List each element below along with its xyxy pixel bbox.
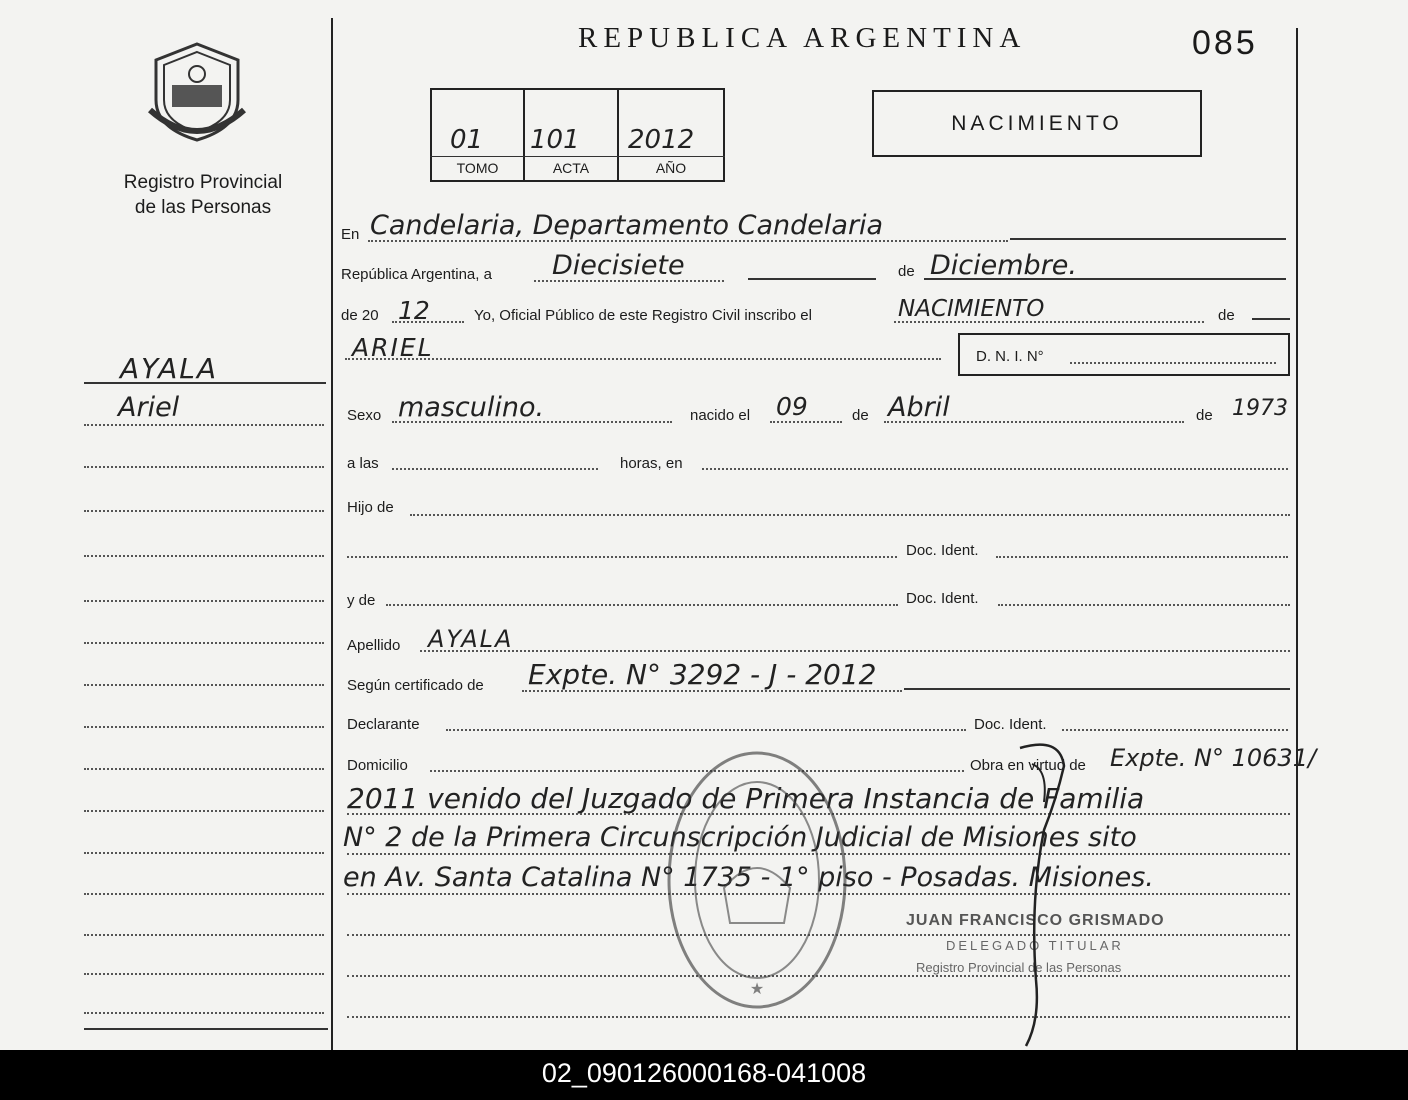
de-label: de xyxy=(898,263,915,280)
month-line xyxy=(924,278,1286,280)
country-title: REPUBLICA ARGENTINA xyxy=(578,22,1027,54)
right-border xyxy=(1296,28,1298,1050)
declarante-label: Declarante xyxy=(347,716,420,733)
official-round-stamp-icon xyxy=(664,748,850,1012)
en-label: En xyxy=(341,226,360,243)
alas-line xyxy=(392,468,598,470)
margin-line xyxy=(84,810,324,812)
margin-divider xyxy=(84,382,326,384)
tomo-label: TOMO xyxy=(456,160,499,176)
yde-line xyxy=(386,604,898,606)
acta-label: ACTA xyxy=(552,160,590,176)
sexo-value: masculino. xyxy=(398,392,545,423)
margin-line xyxy=(84,466,324,468)
doc-ident-line2 xyxy=(998,604,1290,606)
anio-label: AÑO xyxy=(655,160,687,176)
margin-line xyxy=(84,768,324,770)
alas-label: a las xyxy=(347,455,379,472)
obra-label: Obra en virtud de xyxy=(970,757,1086,774)
segun-label: Según certificado de xyxy=(347,677,484,694)
year-suffix-value: 12 xyxy=(398,296,430,325)
doc-ident-label: Doc. Ident. xyxy=(906,542,979,559)
en-line-end xyxy=(1010,238,1286,240)
signer-name: JUAN FRANCISCO GRISMADO xyxy=(906,912,1165,929)
nacido-de-label: de xyxy=(852,407,869,424)
margin-line xyxy=(84,852,324,854)
margin-line xyxy=(84,424,324,426)
domicilio-label: Domicilio xyxy=(347,757,408,774)
margin-given-name: Ariel xyxy=(118,392,180,423)
notes-line2: N° 2 de la Primera Circunscripción Judicial de Misiones sito xyxy=(343,822,1137,853)
day-value: Diecisiete xyxy=(552,250,685,281)
margin-line xyxy=(84,510,324,512)
act-type-label: NACIMIENTO xyxy=(951,112,1123,135)
org-name-line2: de las Personas xyxy=(134,197,272,218)
name-line xyxy=(345,358,941,360)
en-line xyxy=(368,240,1008,242)
segun-value: Expte. N° 3292 - J - 2012 xyxy=(528,658,877,691)
inscribo-line xyxy=(894,321,1204,323)
nacido-year: 1973 xyxy=(1232,396,1288,421)
margin-line xyxy=(84,934,324,936)
doc-ident-label3: Doc. Ident. xyxy=(974,716,1047,733)
margin-line xyxy=(84,893,324,895)
record-label-divider xyxy=(430,156,725,157)
left-border xyxy=(331,18,333,1050)
doc-ident-label2: Doc. Ident. xyxy=(906,590,979,607)
horas-label: horas, en xyxy=(620,455,683,472)
acta-value: 101 xyxy=(530,125,580,155)
signer-org: Registro Provincial de las Personas xyxy=(916,960,1122,975)
segun-line-end xyxy=(904,688,1290,690)
signer-role: DELEGADO TITULAR xyxy=(946,938,1124,953)
nacido-day: 09 xyxy=(776,392,808,421)
inscribo-label: Yo, Oficial Público de este Registro Civil inscribo el xyxy=(474,307,812,324)
sexo-label: Sexo xyxy=(347,407,382,424)
obra-value: Expte. N° 10631/ xyxy=(1110,744,1317,772)
year-suffix-line xyxy=(392,321,464,323)
tomo-value: 01 xyxy=(450,125,484,155)
notes-line3: en Av. Santa Catalina N° 1735 - 1° piso - Posadas. Misiones. xyxy=(343,862,1154,893)
margin-line xyxy=(84,1012,324,1014)
dni-label: D. N. I. N° xyxy=(976,348,1044,365)
notes-line1: 2011 venido del Juzgado de Primera Instancia de Familia xyxy=(347,782,1145,815)
sexo-line xyxy=(392,421,672,423)
apellido-value: AYALA xyxy=(428,625,514,653)
name-value: ARIEL xyxy=(352,333,434,362)
margin-line xyxy=(84,642,324,644)
margin-line xyxy=(84,555,324,557)
declarante-line xyxy=(446,729,966,731)
nacido-de-label2: de xyxy=(1196,407,1213,424)
margin-line xyxy=(84,684,324,686)
nacido-label: nacido el xyxy=(690,407,751,424)
margin-line xyxy=(84,726,324,728)
day-line-end xyxy=(748,278,876,280)
svg-text:★: ★ xyxy=(749,979,765,998)
doc-ident-line3 xyxy=(1062,729,1288,731)
page-number: 085 xyxy=(1192,24,1258,62)
provincial-seal-icon xyxy=(140,40,255,145)
de-line2 xyxy=(1252,318,1290,320)
nacido-month: Abril xyxy=(888,392,950,423)
hijo-line xyxy=(410,514,1290,516)
signature-icon xyxy=(1000,730,1080,1050)
day-line xyxy=(534,280,724,282)
de20-label: de 20 xyxy=(341,307,379,324)
blank-line xyxy=(347,1016,1290,1018)
hijo-label: Hijo de xyxy=(347,499,394,516)
footer-file-id: 02_090126000168-041008 xyxy=(0,1050,1408,1100)
margin-bottom-line xyxy=(84,1028,328,1030)
en-value: Candelaria, Departamento Candelaria xyxy=(370,210,884,241)
doc-ident-line xyxy=(996,556,1288,558)
parent1-line xyxy=(347,556,897,558)
yde-label: y de xyxy=(347,592,376,609)
margin-line xyxy=(84,600,324,602)
apellido-line xyxy=(420,650,1290,652)
anio-value: 2012 xyxy=(628,125,695,155)
month-value: Diciembre. xyxy=(930,250,1077,281)
inscribo-value: NACIMIENTO xyxy=(898,296,1045,322)
segun-line xyxy=(522,690,902,692)
nacido-day-line xyxy=(770,421,842,423)
apellido-label: Apellido xyxy=(347,637,401,654)
dni-line xyxy=(1070,362,1276,364)
horas-line xyxy=(702,468,1288,470)
de-label2: de xyxy=(1218,307,1235,324)
margin-surname: AYALA xyxy=(120,352,218,385)
org-name-line1: Registro Provincial xyxy=(123,172,283,193)
margin-line xyxy=(84,973,324,975)
nacido-month-line xyxy=(884,421,1184,423)
republica-label: República Argentina, a xyxy=(341,266,492,283)
